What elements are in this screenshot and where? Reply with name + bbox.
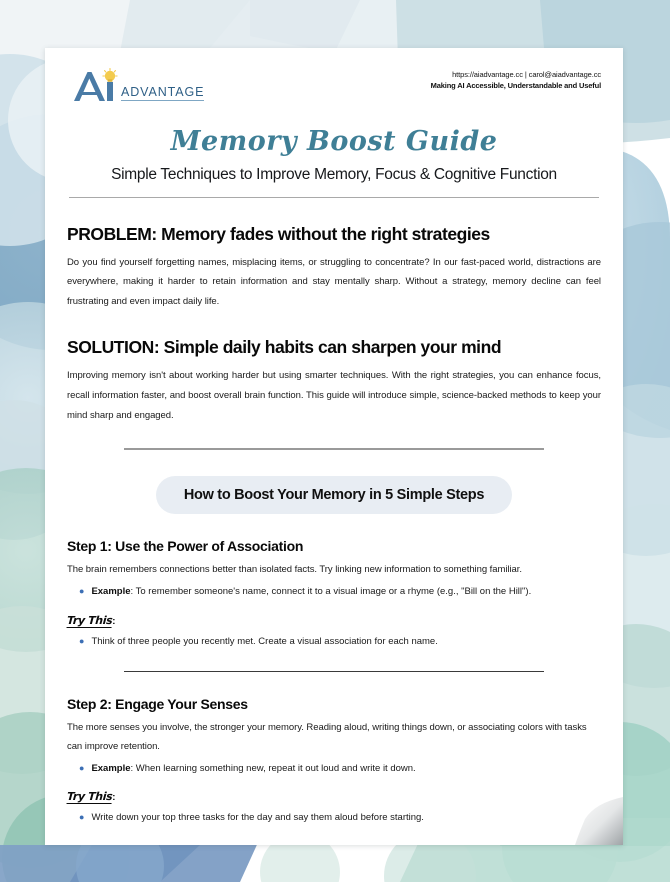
step-2-example-bullet [67, 761, 601, 776]
page-title: Memory Boost Guide [170, 126, 498, 157]
step-2-try-label: Try This [66, 790, 113, 804]
step-1-example-bullet [67, 584, 601, 599]
step-1-try-label: Try This [66, 613, 113, 627]
page-subtitle: Simple Techniques to Improve Memory, Focus & Cognitive Function [111, 166, 557, 183]
step-2-heading: Step 2: Engage Your Senses [67, 696, 248, 713]
ai-logo-mark [71, 68, 123, 104]
contact-tagline: Making AI Accessible, Understandable and Useful [430, 80, 601, 90]
step-1-body: The brain remembers connections better than isolated facts. Try linking new information to something familiar. [67, 563, 522, 575]
bullet-dot-icon: ● [79, 586, 85, 597]
problem-body: Do you find yourself forgetting names, misplacing items, or struggling to concentrate? In our fast-paced world, distractions are everywhere, making it harder to retain information and stay mentally sharp. Without a strategy, memory decline can feel frustrating and even impact daily life. [67, 257, 601, 307]
section-divider-2 [124, 671, 544, 672]
page-header [67, 64, 601, 104]
step-1-example-line [91, 584, 531, 599]
bullet-dot-icon: ● [79, 763, 85, 774]
logo-wordmark: ADVANTAGE [121, 85, 205, 99]
header-divider [69, 197, 599, 198]
step-2-try-text: Write down your top three tasks for the day and say them aloud before starting. [91, 812, 424, 824]
step-2-try-bullet [67, 810, 601, 825]
solution-body: Improving memory isn't about working harder but using smarter techniques. With the right strategies, you can enhance focus, recall information faster, and boost overall brain function. This guide will introduce simple, science-backed methods to keep your mind sharp and engaged. [67, 370, 601, 422]
step-1-try-bullet [67, 634, 601, 649]
document-page [45, 48, 623, 845]
problem-heading: PROBLEM: Memory fades without the right strategies [67, 224, 490, 244]
step-1-try-colon: : [112, 615, 116, 627]
step-2-try-colon: : [112, 792, 116, 804]
step-1-try-row [67, 606, 601, 629]
contact-block [431, 70, 601, 92]
bullet-dot-icon: ● [79, 812, 85, 823]
step-1-example-label: Example [91, 586, 131, 598]
banner-row [67, 476, 601, 514]
step-1-try-text: Think of three people you recently met. Create a visual association for each name. [91, 635, 438, 647]
contact-url[interactable]: https://aiadvantage.cc | carol@aiadvantage.cc [452, 70, 601, 79]
step-2-example-line [91, 761, 415, 776]
brand-logo [71, 68, 204, 104]
ai-logo-svg [71, 68, 123, 104]
step-1-heading: Step 1: Use the Power of Association [67, 537, 304, 554]
title-block [67, 126, 601, 184]
step-2-body: The more senses you involve, the stronger your memory. Reading aloud, writing things down, or associating colors with tasks can improve retention. [67, 722, 587, 752]
step-2-try-row [67, 782, 601, 805]
step-2-example-label: Example [91, 763, 131, 775]
solution-heading: SOLUTION: Simple daily habits can sharpen your mind [67, 337, 502, 358]
bullet-dot-icon: ● [79, 635, 85, 646]
step-1-example-text: : To remember someone's name, connect it to a visual image or a rhyme (e.g., "Bill on the Hill"). [130, 586, 532, 598]
section-divider-1 [124, 448, 544, 450]
steps-banner: How to Boost Your Memory in 5 Simple Steps [156, 476, 512, 514]
step-2-example-text: : When learning something new, repeat it out loud and write it down. [130, 763, 416, 775]
